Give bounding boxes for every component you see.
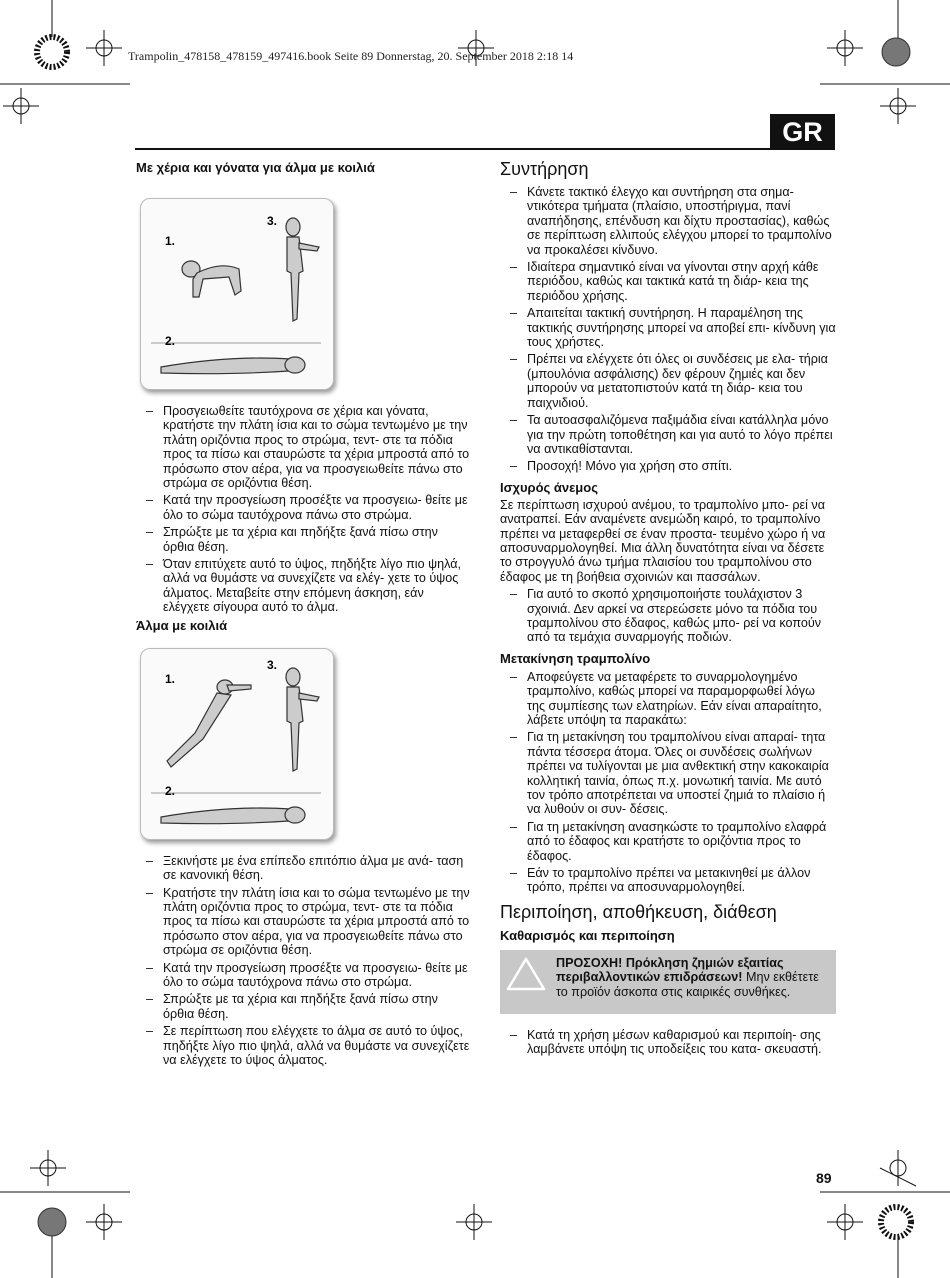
heading-care-storage: Περιποίηση, αποθήκευση, διάθεση <box>500 901 777 922</box>
list-item: – Όταν επιτύχετε αυτό το ύψος, πηδήξτε λίγο πιο ψηλά, αλλά να θυμάστε να συνεχίζετε να ελέγ- χετε το ύψος άλματος. Μεταβείτε στην επόμενη άσκηση, εάν ελέγχετε σίγουρα αυτό το άλμα. <box>136 557 470 615</box>
fig1-step3: 3. <box>267 214 278 228</box>
list-item: – Εάν το τραμπολίνο πρέπει να μετακινηθεί με άλλον τρόπο, πρέπει να αποσυναρμολογηθεί. <box>500 866 836 895</box>
list-item: – Πρέπει να ελέγχετε ότι όλες οι συνδέσεις με ελα- τήρια (μπουλόνια ασφάλισης) δεν φέρουν ζημιές και δεν μπορούν να μετατοπιστούν κατά τη διάρ- κεια του παιχνιδιού. <box>500 352 836 410</box>
instructions-hands-knees <box>136 404 470 615</box>
list-item: – Προσγειωθείτε ταυτόχρονα σε χέρια και γόνατα, κρατήστε την πλάτη ίσια και το σώμα τεντωμένο με την πλάτη οριζόντια προς το στρώμα, τεντ- στε τα πόδια προς τα πίσω και σταυρώστε τα χέρια μπροστά από το πρόσωπο στον αέρα, για να προσγειωθείτε πάνω στο στρώμα σε οριζόντια θέση. <box>136 404 470 490</box>
page-number: 89 <box>816 1170 832 1186</box>
fig1-step1: 1. <box>165 234 176 248</box>
maintenance-list <box>500 185 836 474</box>
warning-text: Μην εκθέτετε το προϊόν άσκοπα στις καιρικές συνθήκες. <box>556 970 819 999</box>
list-item: – Κρατήστε την πλάτη ίσια και το σώμα τεντωμένο με την πλάτη οριζόντια προς το στρώμα, τεντ- στε τα πόδια προς τα πίσω και σταυρώστε τα χέρια μπροστά από το πρόσωπο στον αέρα, για να προσγειωθείτε πάνω στο στρώμα σε οριζόντια θέση. <box>136 886 470 958</box>
header-rule <box>135 148 771 150</box>
exercise-illustration-1 <box>141 199 333 389</box>
figure-belly-jump <box>140 648 334 840</box>
heading-belly-jump: Άλμα με κοιλιά <box>136 617 228 633</box>
fig1-step2: 2. <box>165 334 176 348</box>
right-column <box>500 158 836 1060</box>
heading-cleaning: Καθαρισμός και περιποίηση <box>500 927 675 943</box>
list-item: – Προσοχή! Μόνο για χρήση στο σπίτι. <box>500 459 836 473</box>
warning-title: ΠΡΟΣΟΧΗ! Πρόκληση ζημιών εξαιτίας περιβαλλοντικών επιδράσεων! <box>556 955 784 985</box>
list-item: – Σε περίπτωση που ελέγχετε το άλμα σε αυτό το ύψος, πηδήξτε λίγο πιο ψηλά, αλλά να θυμάστε να συνεχίζετε να ελέγχετε το ύψος άλματος. <box>136 1024 470 1067</box>
exercise-illustration-2 <box>141 649 333 839</box>
heading-strong-wind: Ισχυρός άνεμος <box>500 479 598 495</box>
list-item: – Απαιτείται τακτική συντήρηση. Η παραμέληση της τακτικής συντήρησης μπορεί να αποβεί επι- κίνδυνη για τους χρήστες. <box>500 306 836 349</box>
warning-triangle-icon <box>506 956 546 992</box>
instructions-belly-jump <box>136 854 470 1068</box>
list-item: – Κατά τη χρήση μέσων καθαρισμού και περιποίη- σης λαμβάνετε υπόψη τις υποδείξεις του κατα- σκευαστή. <box>500 1028 836 1057</box>
language-badge: GR <box>770 114 835 150</box>
list-item: – Ιδιαίτερα σημαντικό είναι να γίνονται στην αρχή κάθε περιόδου, καθώς και τακτικά κατά τη διάρ- κεια της περιόδου χρήσης. <box>500 260 836 303</box>
wind-paragraph: Σε περίπτωση ισχυρού ανέμου, το τραμπολίνο μπο- ρεί να ανατραπεί. Εάν αναμένετε ανεμώδη καιρό, το τραμπολίνο πρέπει να μεταφερθεί σε έναν προστα- τευμένο χώρο ή να αποσυναρμολογηθεί. Μια άλλη δυνατότητα είναι να δέσετε το στρογγυλό άνω τμήμα πλαισίου του τραμπολίνου στο έδαφος με τη βοήθεια σχοινιών και πασσάλων. <box>500 497 826 584</box>
list-item: – Σπρώξτε με τα χέρια και πηδήξτε ξανά πίσω στην όρθια θέση. <box>136 525 470 554</box>
warning-box <box>500 950 836 1014</box>
list-item: – Για αυτό το σκοπό χρησιμοποιήστε τουλάχιστον 3 σχοινιά. Δεν αρκεί να στερεώσετε μόνο τα πόδια του τραμπολίνου στο έδαφος, καθώς μπο- ρεί να κοπούν από τα τεμάχια συναρμογής ποδιών. <box>500 587 836 645</box>
fig2-step1: 1. <box>165 671 176 686</box>
fig2-step3: 3. <box>267 657 278 672</box>
heading-hands-knees: Με χέρια και γόνατα για άλμα με κοιλιά <box>136 160 375 175</box>
list-item: – Ξεκινήστε με ένα επίπεδο επιτόπιο άλμα με ανά- ταση σε κανονική θέση. <box>136 854 470 883</box>
figure-hands-knees <box>140 198 334 390</box>
list-item: – Για τη μετακίνηση του τραμπολίνου είναι απαραί- τητα πάντα τέσσερα άτομα. Όλες οι συνδέσεις σωλήνων πρέπει να τυλίγονται με μια ανθεκτική στην κακοκαιρία κολλητική ταινία, όπως π.χ. μονωτική ταινία. Με αυτό τον τρόπο αποτρέπεται να υποστεί ζημιά το πλαίσιο ή να λυθούν οι συν- δέσεις. <box>500 730 836 816</box>
cleaning-list <box>500 1028 836 1057</box>
fig2-step2: 2. <box>165 783 176 798</box>
list-item: – Κατά την προσγείωση προσέξτε να προσγειω- θείτε με όλο το σώμα ταυτόχρονα πάνω στο στρώμα. <box>136 493 470 522</box>
left-column <box>136 160 470 1070</box>
wind-list <box>500 587 836 645</box>
heading-maintenance: Συντήρηση <box>500 159 589 179</box>
heading-move-trampoline: Μετακίνηση τραμπολίνο <box>500 650 651 666</box>
list-item: – Για τη μετακίνηση ανασηκώστε το τραμπολίνο ελαφρά από το έδαφος και κρατήστε το οριζόντια προς το έδαφος. <box>500 820 836 863</box>
list-item: – Κατά την προσγείωση προσέξτε να προσγειω- θείτε με όλο το σώμα ταυτόχρονα πάνω στο στρώμα. <box>136 961 470 990</box>
list-item: – Σπρώξτε με τα χέρια και πηδήξτε ξανά πίσω στην όρθια θέση. <box>136 992 470 1021</box>
file-header: Trampolin_478158_478159_497416.book Seite 89 Donnerstag, 20. September 2018 2:18 14 <box>128 49 574 63</box>
list-item: – Αποφεύγετε να μεταφέρετε το συναρμολογημένο τραμπολίνο, καθώς μπορεί να παραμορφωθεί λόγω της συμπίεσης των ελατηρίων. Εάν είναι απαραίτητο, λάβετε υπόψη τα παρακάτω: <box>500 670 836 728</box>
list-item: – Τα αυτοασφαλιζόμενα παξιμάδια είναι κατάλληλα μόνο για την πρώτη τοποθέτηση και για αυτό το λόγο πρέπει να αντικαθίστανται. <box>500 413 836 456</box>
move-list <box>500 670 836 895</box>
list-item: – Κάνετε τακτικό έλεγχο και συντήρηση στα σημα- ντικότερα τμήματα (πλαίσιο, υποστήριγμα, πανί αναπήδησης, επένδυση και δίχτυ προστασίας), καθώς σε περίπτωση ελλιπούς ελέγχου μπορεί το τραμπολίνο να προκαλέσει κίνδυνο. <box>500 185 836 257</box>
